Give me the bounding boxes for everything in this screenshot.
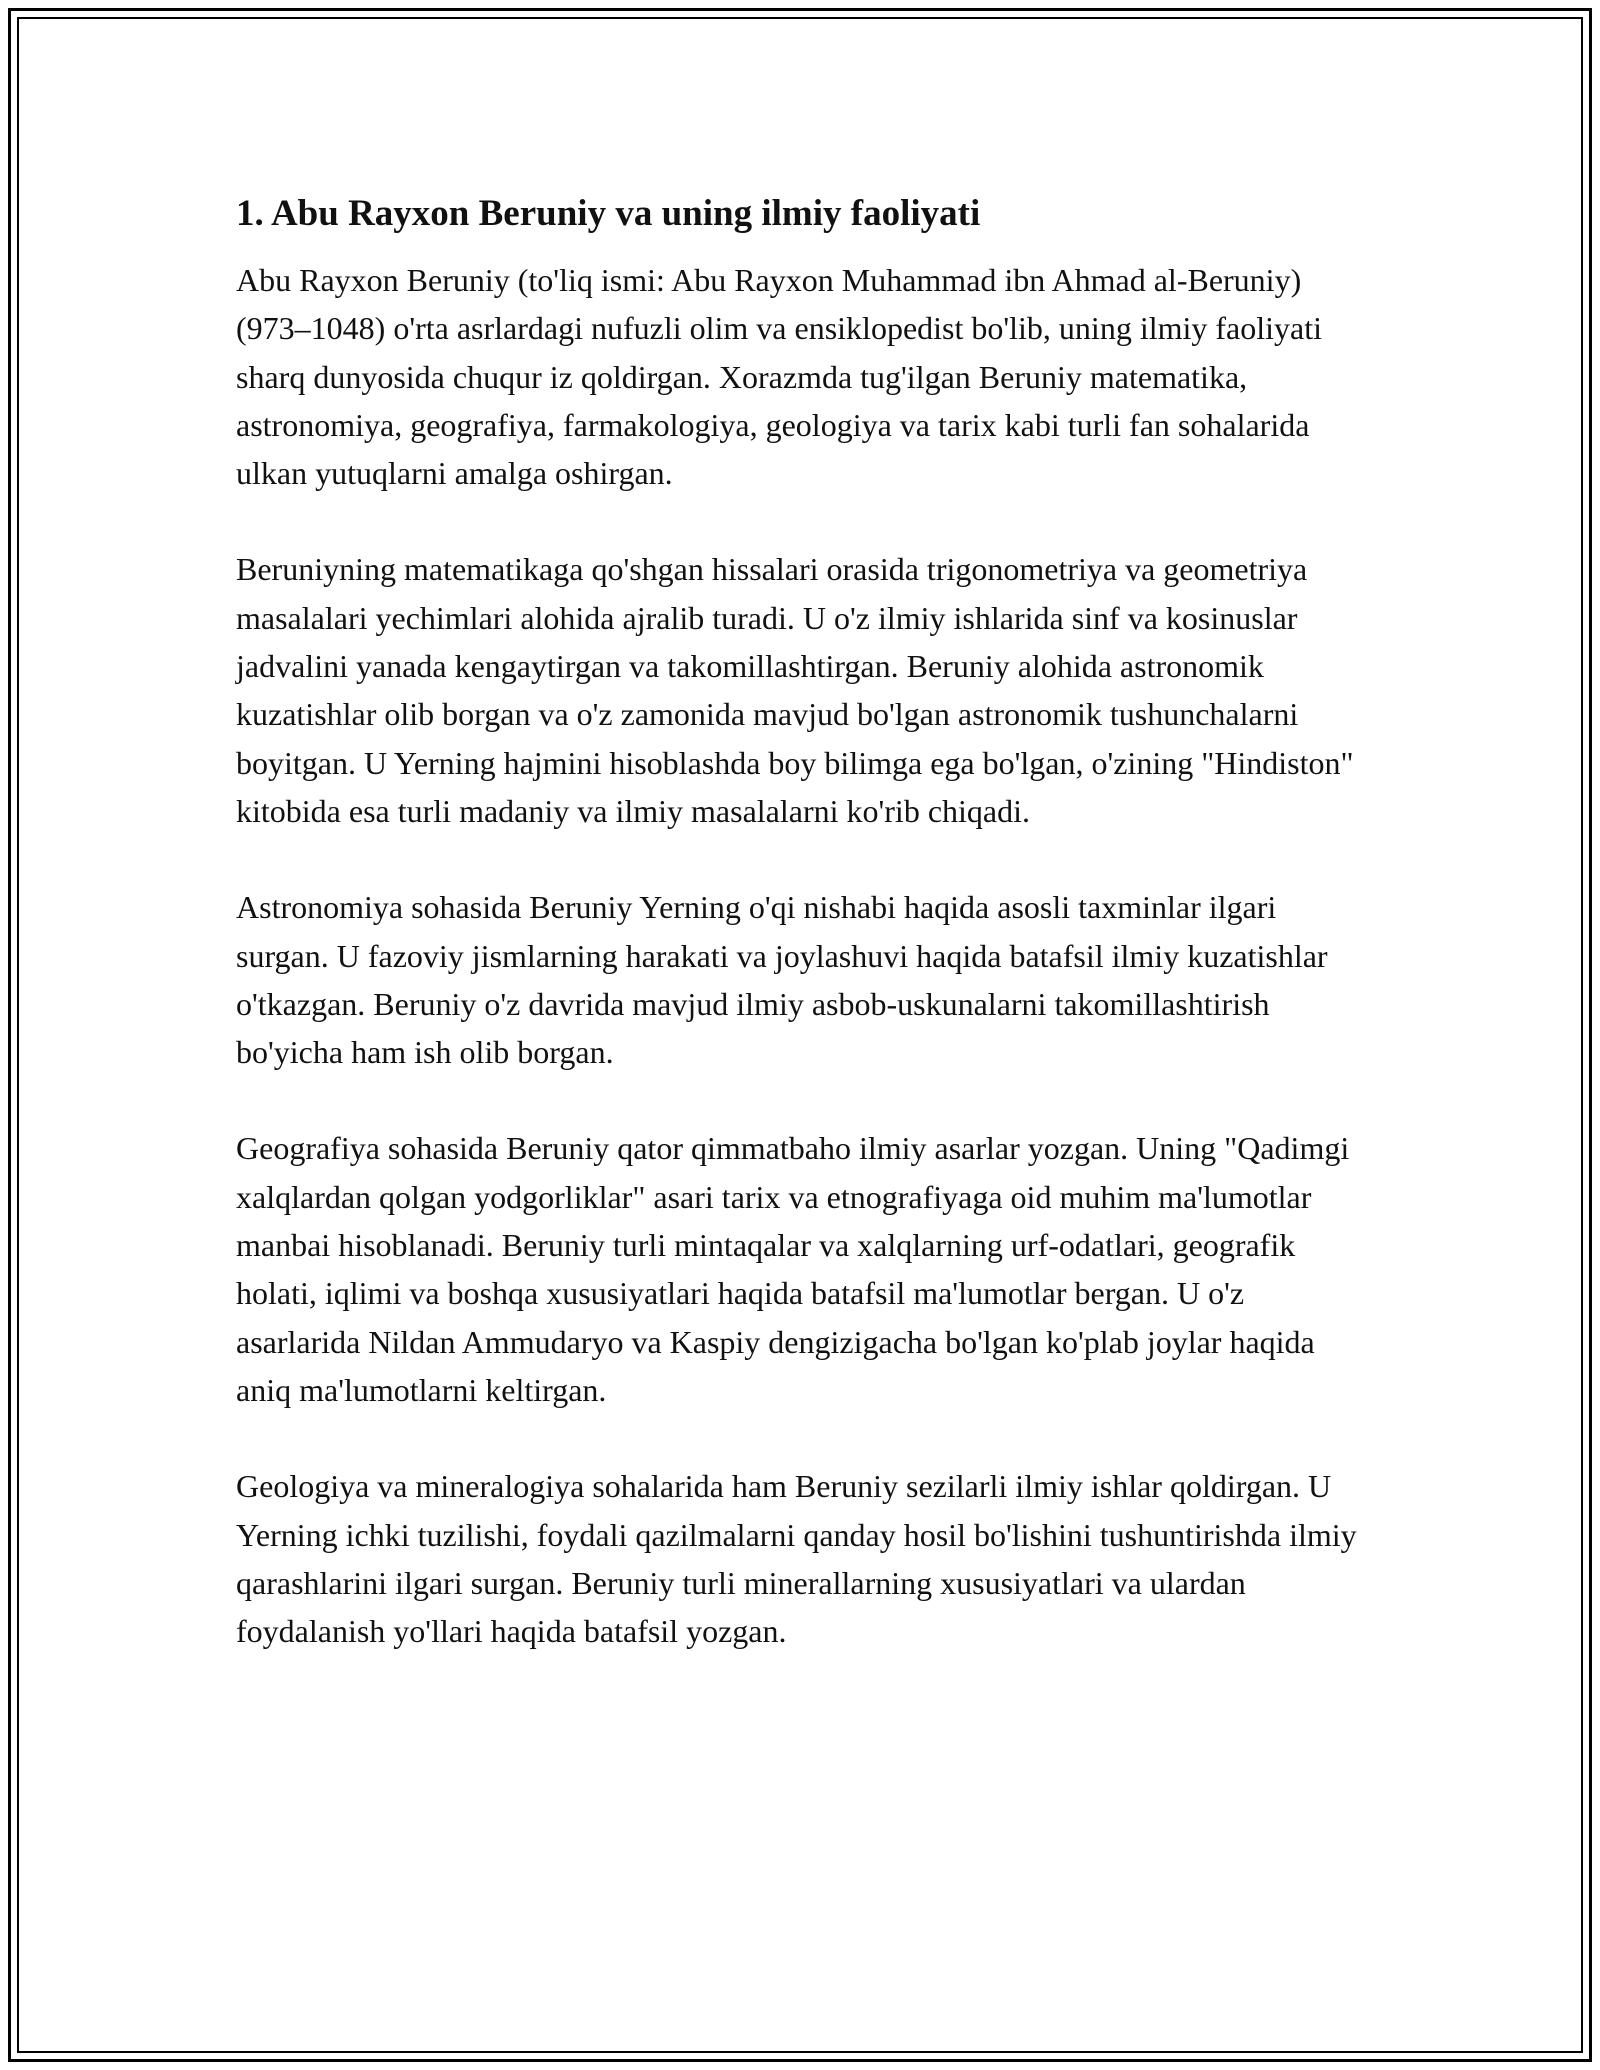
paragraph-geography: Geografiya sohasida Beruniy qator qimmatbaho ilmiy asarlar yozgan. Uning "Qadimgi xalqlardan qolgan yodgorliklar" asari tarix va etnografiyaga oid muhim ma'lumotlar manbai hisoblanadi. Beruniy turli mintaqalar va xalqlarning urf-odatlari, geografik holati, iqlimi va boshqa xususiyatlari haqida batafsil ma'lumotlar bergan. U o'z asarlarida Nildan Ammudaryo va Kaspiy dengizigacha bo'lgan ko'plab joylar haqida aniq ma'lumotlarni keltirgan. <box>236 1130 1350 1408</box>
paragraph-mathematics: Beruniyning matematikaga qo'shgan hissalari orasida trigonometriya va geometriya masalalari yechimlari alohida ajralib turadi. U o'z ilmiy ishlarida sinf va kosinuslar jadvalini yanada kengaytirgan va takomillashtirgan. Beruniy alohida astronomik kuzatishlar olib borgan va o'z zamonida mavjud bo'lgan astronomik tushunchalarni boyitgan. U Yerning hajmini hisoblashda boy bilimga ega bo'lgan, o'zining "Hindiston" kitobida esa turli madaniy va ilmiy masalalarni ko'rib chiqadi. <box>236 551 1354 829</box>
section-heading: 1. Abu Rayxon Beruniy va uning ilmiy faoliyati <box>236 193 981 234</box>
paragraph-geology: Geologiya va mineralogiya sohalarida ham Beruniy sezilarli ilmiy ishlar qoldirgan. U Yerning ichki tuzilishi, foydali qazilmalarni qanday hosil bo'lishini tushuntirishda ilmiy qarashlarini ilgari surgan. Beruniy turli minerallarning xususiyatlari va ulardan foydalanish yo'llari haqida batafsil yozgan. <box>236 1468 1357 1650</box>
document-body <box>236 186 1366 1703</box>
paragraph-intro: Abu Rayxon Beruniy (to'liq ismi: Abu Rayxon Muhammad ibn Ahmad al-Beruniy) (973–1048) o'rta asrlardagi nufuzli olim va ensiklopedist bo'lib, uning ilmiy faoliyati sharq dunyosida chuqur iz qoldirgan. Xorazmda tug'ilgan Beruniy matematika, astronomiya, geografiya, farmakologiya, geologiya va tarix kabi turli fan sohalarida ulkan yutuqlarni amalga oshirgan. <box>236 262 1322 492</box>
paragraph-astronomy: Astronomiya sohasida Beruniy Yerning o'qi nishabi haqida asosli taxminlar ilgari surgan. U fazoviy jismlarning harakati va joylashuvi haqida batafsil ilmiy kuzatishlar o'tkazgan. Beruniy o'z davrida mavjud ilmiy asbob-uskunalarni takomillashtirish bo'yicha ham ish olib borgan. <box>236 889 1328 1071</box>
